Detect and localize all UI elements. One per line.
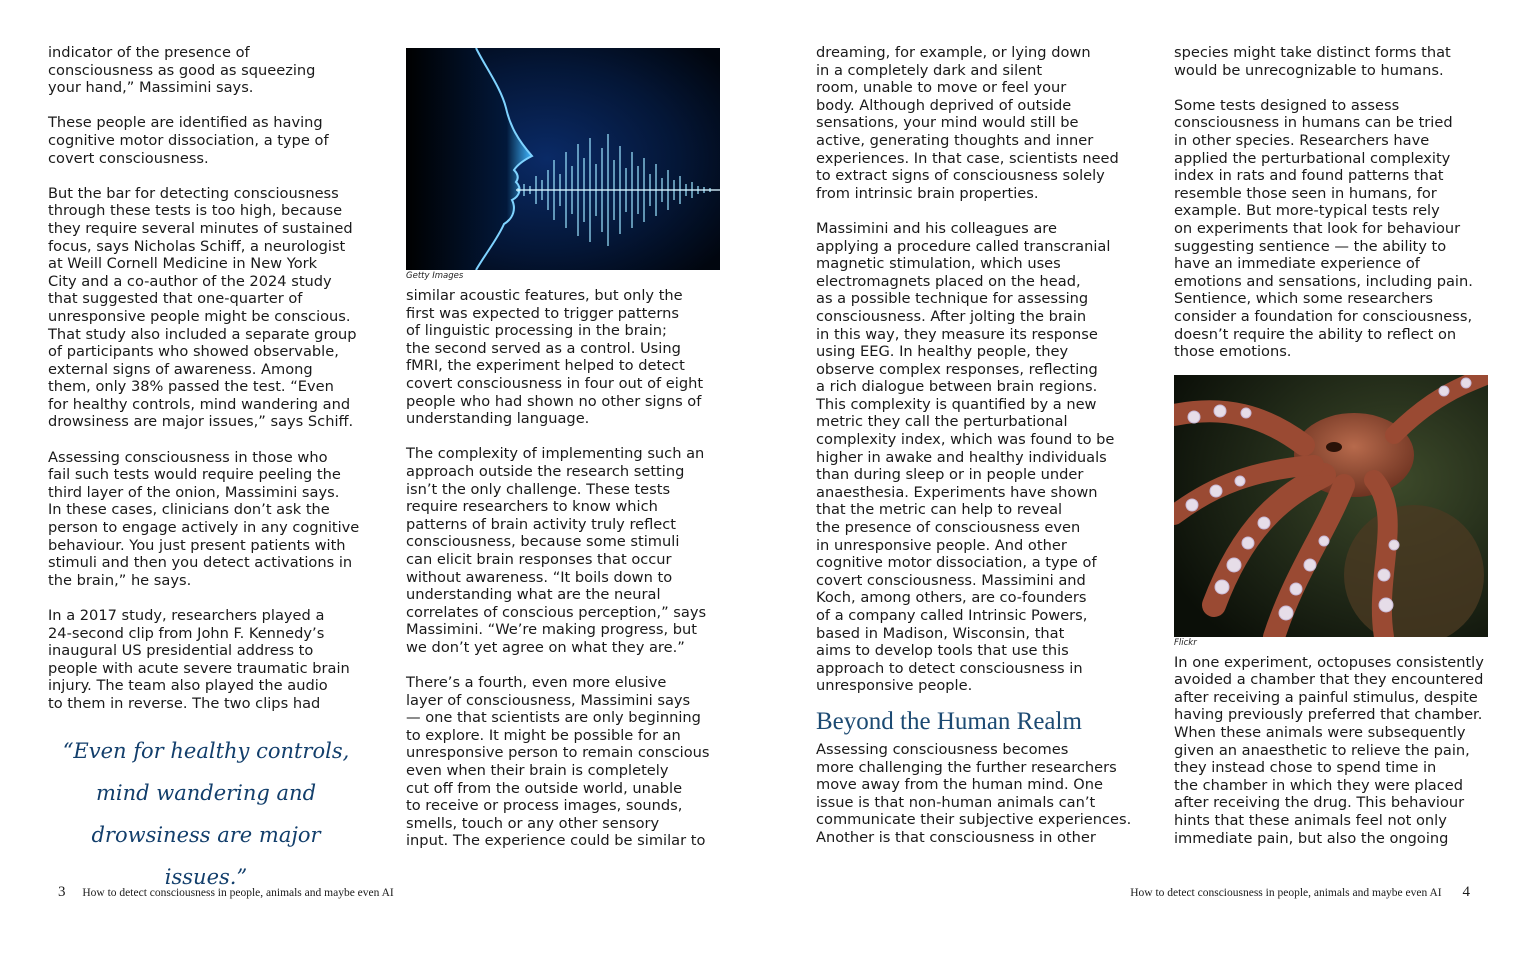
octopus-image xyxy=(1174,375,1488,637)
image-credit: Flickr xyxy=(1174,637,1197,648)
paragraph: Massimini and his colleagues are applying a procedure called transcranial magnetic stimulation, which uses electromagnets placed on the head, as a possible technique for assessing consciousness. After jolting the brain in this way, they measure its response using EEG. In healthy people, they observe complex responses, reflecting a rich dialogue between brain regions. This complexity is quantified by a new metric they call the perturbational complexity index, which was found to be higher in awake and healthy individuals than during sleep or in people under anaesthesia. Experiments have shown that the metric can help to reveal the presence of consciousness even in unresponsive people. And other cognitive motor dissociation, a type of covert consciousness. Massimini and Koch, among others, are co-founders of a company called Intrinsic Powers, based in Madison, Wisconsin, that aims to develop tools that use this approach to detect consciousness in unresponsive people. xyxy=(816,219,1115,695)
running-title: How to detect consciousness in people, animals and maybe even AI xyxy=(82,887,394,899)
image-credit: Getty Images xyxy=(406,271,464,281)
paragraph: similar acoustic features, but only the first was expected to trigger patterns of linguistic processing in the brain; the second served as a control. Using fMRI, the experiment helped to detect covert consciousness in four out of eight people who had shown no other signs of understanding language. xyxy=(406,287,704,428)
footer-right xyxy=(1130,884,1470,901)
paragraph: The complexity of implementing such an approach outside the research setting isn’t the only challenge. These tests require researchers to know which patterns of brain activity truly reflect consciousness, because some stimuli can elicit brain responses that occur without awareness. “It boils down to understanding what are the neural correlates of conscious perception,” says Massimini. “We’re making progress, but we don’t yet agree on what they are.” xyxy=(406,445,707,656)
paragraph: In a 2017 study, researchers played a 24-second clip from John F. Kennedy’s inaugural US presidential address to people with acute severe traumatic brain injury. The team also played the audio to them in reverse. The two clips had xyxy=(48,607,350,712)
face-soundwave-image xyxy=(406,48,720,270)
pull-quote: “Even for healthy controls, mind wandering and drowsiness are major issues.” xyxy=(62,739,350,889)
paragraph: There’s a fourth, even more elusive layer of consciousness, Massimini says — one that scientists are only beginning to explore. It might be possible for an unresponsive person to remain conscious even when their brain is completely cut off from the outside world, unable to receive or process images, sounds, smells, touch or any other sensory input. The experience could be similar to xyxy=(406,674,710,850)
paragraph: species might take distinct forms that would be unrecognizable to humans. xyxy=(1174,44,1451,79)
footer-left xyxy=(58,884,394,901)
running-title: How to detect consciousness in people, animals and maybe even AI xyxy=(1130,887,1442,899)
paragraph: indicator of the presence of consciousness as good as squeezing your hand,” Massimini says. xyxy=(48,44,316,97)
paragraph: Assessing consciousness becomes more challenging the further researchers move away from the human mind. One issue is that non-human animals can’t communicate their subjective experiences. Another is that consciousness in other xyxy=(816,740,1132,846)
column-3 xyxy=(816,44,1136,864)
paragraph: These people are identified as having cognitive motor dissociation, a type of covert consciousness. xyxy=(48,114,329,167)
section-heading: Beyond the Human Realm xyxy=(816,707,1082,735)
paragraph: In one experiment, octopuses consistently avoided a chamber that they encountered after receiving a painful stimulus, despite having previously preferred that chamber. When these animals were subsequently given an anaesthetic to relieve the pain, they instead chose to spend time in the chamber in which they were placed after receiving the drug. This behaviour hints that these animals feel not only immediate pain, but also the ongoing xyxy=(1174,653,1484,847)
paragraph: Assessing consciousness in those who fail such tests would require peeling the third layer of the onion, Massimini says. In these cases, clinicians don’t ask the person to engage actively in any cognitive behaviour. You just present patients with stimuli and then you detect activations in the brain,” he says. xyxy=(48,448,360,589)
page-number: 3 xyxy=(58,884,66,900)
column-1 xyxy=(48,44,368,730)
paragraph: But the bar for detecting consciousness through these tests is too high, because they require several minutes of sustained focus, says Nicholas Schiff, a neurologist at Weill Cornell Medicine in New York City and a co-author of the 2024 study that suggested that one-quarter of unresponsive people might be conscious. That study also included a separate group of participants who showed observable, external signs of awareness. Among them, only 38% passed the test. “Even for healthy controls, mind wandering and drowsiness are major issues,” says Schiff. xyxy=(48,184,357,431)
column-2 xyxy=(406,48,724,868)
paragraph: dreaming, for example, or lying down in a completely dark and silent room, unable to move or feel your body. Although deprived of outside sensations, your mind would still be active, generating thoughts and inner experiences. In that case, scientists need to extract signs of consciousness solely from intrinsic brain properties. xyxy=(816,44,1119,202)
page-number: 4 xyxy=(1462,884,1470,900)
paragraph: Some tests designed to assess consciousness in humans can be tried in other species. Researchers have applied the perturbational complexity index in rats and found patterns that resemble those seen in humans, for example. But more-typical tests rely on experiments that look for behaviour suggesting sentience — the ability to have an immediate experience of emotions and sensations, including pain. Sentience, which some researchers consider a foundation for consciousness, doesn’t require the ability to reflect on those emotions. xyxy=(1174,96,1473,361)
column-4 xyxy=(1174,44,1494,865)
